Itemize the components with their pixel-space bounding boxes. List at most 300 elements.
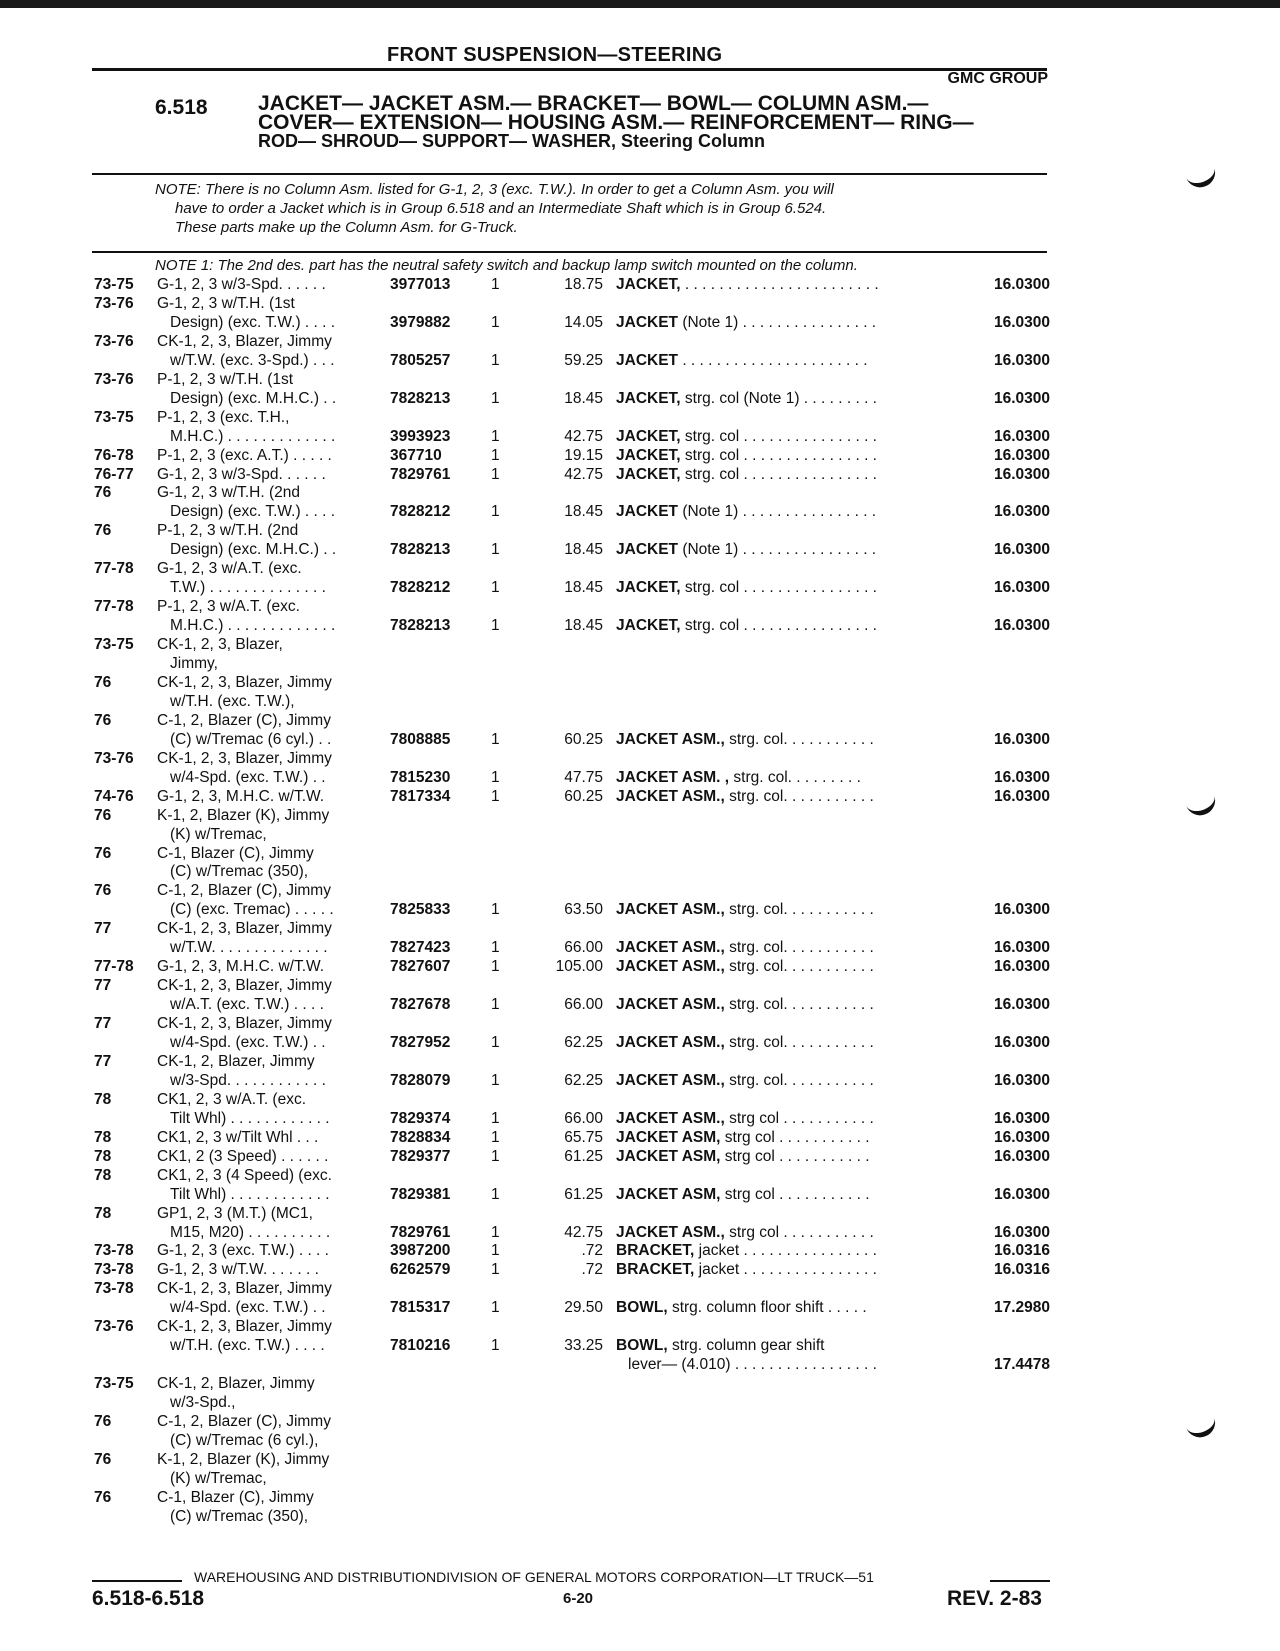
model-application: (C) w/Tremac (6 cyl.), — [170, 1431, 319, 1449]
part-number: 7805257 — [390, 351, 451, 369]
year-range: 76-77 — [94, 465, 134, 483]
part-description — [616, 957, 874, 976]
model-application: M.H.C.) . . . . . . . . . . . . . — [170, 427, 336, 445]
model-application: C-1, 2, Blazer (C), Jimmy — [157, 882, 331, 900]
quantity: 1 — [491, 958, 500, 976]
quantity: 1 — [491, 939, 500, 957]
group-number-ref: 16.0300 — [993, 427, 1050, 445]
table-row — [0, 1412, 1280, 1431]
model-application: GP1, 2, 3 (M.T.) (MC1, — [157, 1204, 313, 1222]
table-row — [0, 1204, 1280, 1223]
year-range: 76 — [94, 711, 112, 729]
list-price: 42.75 — [564, 1223, 603, 1241]
group-number-ref: 16.0300 — [993, 1185, 1050, 1203]
group-number-ref: 16.0300 — [993, 1223, 1050, 1241]
part-name: JACKET, — [616, 579, 681, 597]
table-row — [0, 957, 1280, 976]
part-description — [616, 351, 868, 370]
table-row — [0, 616, 1280, 635]
group-number-ref: 16.0300 — [993, 996, 1050, 1014]
part-detail: strg. column floor shift . . . . . — [667, 1299, 867, 1317]
quantity: 1 — [491, 1128, 500, 1146]
part-number: 7828834 — [390, 1128, 451, 1146]
table-row — [0, 1393, 1280, 1412]
table-row — [0, 1185, 1280, 1204]
part-number: 3993923 — [390, 427, 451, 445]
part-number: 7815317 — [390, 1299, 451, 1317]
table-row — [0, 1014, 1280, 1033]
model-application: w/A.T. (exc. T.W.) . . . . — [170, 996, 324, 1014]
part-detail: strg. col. . . . . . . . . . . — [724, 958, 874, 976]
part-description — [616, 1260, 877, 1279]
part-name: JACKET ASM., — [616, 787, 725, 805]
list-price: .72 — [581, 1242, 603, 1260]
part-number: 7827423 — [390, 939, 451, 957]
table-row — [0, 900, 1280, 919]
list-price: 18.45 — [564, 579, 603, 597]
part-detail: (Note 1) . . . . . . . . . . . . . . . . — [678, 541, 877, 559]
part-detail: . . . . . . . . . . . . . . . . . . . . . . . — [680, 276, 879, 293]
model-application: w/T.H. (exc. T.W.) . . . . — [170, 1337, 325, 1355]
part-name: JACKET ASM. , — [616, 768, 730, 786]
model-application: (C) w/Tremac (6 cyl.) . . — [170, 730, 332, 748]
group-number-ref: 16.0300 — [993, 939, 1050, 957]
footer-group-range: 6.518-6.518 — [92, 1587, 205, 1610]
part-name: JACKET, — [616, 427, 681, 445]
list-price: 65.75 — [564, 1128, 603, 1146]
column-asm-note — [155, 180, 1035, 237]
part-number: 7808885 — [390, 730, 451, 748]
table-row — [0, 1488, 1280, 1507]
group-title — [258, 94, 1048, 151]
quantity: 1 — [491, 768, 500, 786]
part-description — [616, 427, 877, 446]
group-number-ref: 16.0300 — [993, 1109, 1050, 1127]
part-name: JACKET ASM., — [616, 939, 725, 957]
group-number-ref: 16.0300 — [993, 1147, 1050, 1165]
table-row — [0, 1507, 1280, 1526]
year-range: 73-76 — [94, 370, 134, 388]
model-application: C-1, Blazer (C), Jimmy — [157, 844, 314, 862]
model-application: C-1, Blazer (C), Jimmy — [157, 1488, 314, 1506]
table-row — [0, 787, 1280, 806]
part-name: JACKET — [616, 541, 679, 559]
model-application: w/T.H. (exc. T.W.), — [170, 692, 295, 710]
part-detail: strg. col. . . . . . . . . . . — [724, 1034, 874, 1051]
model-application: CK1, 2 (3 Speed) . . . . . . — [157, 1147, 329, 1165]
footer-revision: REV. 2-83 — [947, 1587, 1042, 1610]
quantity: 1 — [491, 730, 500, 748]
year-range: 73-75 — [94, 1375, 134, 1393]
table-row — [0, 1298, 1280, 1317]
part-detail: (Note 1) . . . . . . . . . . . . . . . . — [678, 313, 877, 331]
quantity: 1 — [491, 1261, 500, 1279]
year-range: 77 — [94, 977, 112, 995]
model-application: CK-1, 2, 3, Blazer, Jimmy — [157, 332, 332, 350]
table-row — [0, 502, 1280, 521]
model-application: CK-1, 2, Blazer, Jimmy — [157, 1052, 315, 1070]
part-detail: (Note 1) . . . . . . . . . . . . . . . . — [678, 503, 877, 521]
part-description-continued: lever— (4.010) . . . . . . . . . . . . . . . . . — [628, 1356, 877, 1374]
model-application: CK-1, 2, 3, Blazer, — [157, 636, 283, 654]
part-name: BRACKET, — [616, 1242, 695, 1260]
year-range: 77 — [94, 1015, 112, 1033]
year-range: 78 — [94, 1147, 112, 1165]
model-application: T.W.) . . . . . . . . . . . . . . — [170, 579, 326, 597]
list-price: 66.00 — [564, 996, 603, 1014]
table-row — [0, 881, 1280, 900]
model-application: P-1, 2, 3 (exc. T.H., — [157, 408, 290, 426]
part-number: 7828213 — [390, 541, 451, 559]
table-row — [0, 1355, 1280, 1374]
list-price: 61.25 — [564, 1185, 603, 1203]
group-number-ref: 16.0300 — [993, 579, 1050, 597]
table-row — [0, 919, 1280, 938]
part-detail: strg. col . . . . . . . . . . . . . . . . — [680, 427, 877, 445]
part-detail: strg col . . . . . . . . . . . — [720, 1128, 870, 1146]
group-number-ref: 16.0300 — [993, 465, 1050, 483]
part-description — [616, 900, 874, 919]
part-detail: strg. col. . . . . . . . . — [729, 768, 861, 786]
year-range: 73-75 — [94, 408, 134, 426]
part-detail: strg. column gear shift — [667, 1337, 825, 1355]
list-price: 14.05 — [564, 313, 603, 331]
part-description — [616, 313, 876, 332]
list-price: 33.25 — [564, 1337, 603, 1355]
model-application: CK-1, 2, 3, Blazer, Jimmy — [157, 749, 332, 767]
part-name: JACKET ASM., — [616, 1109, 725, 1127]
list-price: 105.00 — [555, 958, 603, 976]
group-number-ref: 16.0300 — [993, 787, 1050, 805]
part-name: JACKET ASM, — [616, 1185, 721, 1203]
model-application: G-1, 2, 3, M.H.C. w/T.W. — [157, 958, 325, 976]
group-title-line: COVER— EXTENSION— HOUSING ASM.— REINFORCEMENT— RING— — [258, 111, 974, 134]
part-number: 7827607 — [390, 958, 451, 976]
part-number: 3977013 — [390, 276, 451, 293]
model-application: (C) w/Tremac (350), — [170, 863, 309, 881]
model-application: CK1, 2, 3 (4 Speed) (exc. — [157, 1166, 332, 1184]
model-application: w/T.W. (exc. 3-Spd.) . . . — [170, 351, 335, 369]
part-number: 6262579 — [390, 1261, 451, 1279]
model-application: Design) (exc. T.W.) . . . . — [170, 313, 336, 331]
quantity: 1 — [491, 1147, 500, 1165]
model-application: K-1, 2, Blazer (K), Jimmy — [157, 806, 330, 824]
model-application: w/4-Spd. (exc. T.W.) . . — [170, 768, 326, 786]
part-number: 3987200 — [390, 1242, 451, 1260]
table-row — [0, 294, 1280, 313]
part-description — [616, 1185, 870, 1204]
group-number-ref: 16.0300 — [993, 541, 1050, 559]
table-row — [0, 578, 1280, 597]
table-row — [0, 1109, 1280, 1128]
table-row — [0, 332, 1280, 351]
quantity: 1 — [491, 996, 500, 1014]
year-range: 77-78 — [94, 560, 134, 578]
year-range: 76 — [94, 844, 112, 862]
group-title-line: ROD— SHROUD— SUPPORT— WASHER, Steering Column — [258, 131, 766, 151]
model-application: G-1, 2, 3, M.H.C. w/T.W. — [157, 787, 325, 805]
model-application: P-1, 2, 3 w/T.H. (1st — [157, 370, 294, 388]
model-application: M15, M20) . . . . . . . . . . — [170, 1223, 331, 1241]
part-detail: strg. col. . . . . . . . . . . — [724, 901, 874, 919]
part-detail: strg. col . . . . . . . . . . . . . . . . — [680, 465, 877, 483]
list-price: 61.25 — [564, 1147, 603, 1165]
table-row — [0, 1166, 1280, 1185]
group-number: 6.518 — [155, 96, 208, 119]
header-rule — [92, 68, 1047, 71]
part-number: 7828212 — [390, 503, 451, 521]
part-detail: strg col . . . . . . . . . . . — [720, 1185, 870, 1203]
part-name: JACKET, — [616, 446, 681, 464]
note-line: NOTE: There is no Column Asm. listed for G-1, 2, 3 (exc. T.W.). In order to get a Column Asm. you will — [155, 181, 834, 198]
footer-publisher-line: WAREHOUSING AND DISTRIBUTIONDIVISION OF GENERAL MOTORS CORPORATION—LT TRUCK—51 — [194, 1569, 874, 1585]
list-price: 29.50 — [564, 1299, 603, 1317]
model-application: CK-1, 2, Blazer, Jimmy — [157, 1375, 315, 1393]
quantity: 1 — [491, 313, 500, 331]
year-range: 73-76 — [94, 749, 134, 767]
model-application: (K) w/Tremac, — [170, 825, 267, 843]
quantity: 1 — [491, 351, 500, 369]
quantity: 1 — [491, 579, 500, 597]
year-range: 76 — [94, 673, 112, 691]
table-row — [0, 673, 1280, 692]
table-row — [0, 483, 1280, 502]
year-range: 78 — [94, 1128, 112, 1146]
part-description — [616, 1223, 874, 1242]
quantity: 1 — [491, 901, 500, 919]
part-detail: jacket . . . . . . . . . . . . . . . . — [694, 1242, 877, 1260]
year-range: 76 — [94, 1488, 112, 1506]
part-detail: strg col . . . . . . . . . . . — [720, 1147, 870, 1165]
table-row — [0, 692, 1280, 711]
part-name: BOWL, — [616, 1337, 668, 1355]
year-range: 76 — [94, 484, 112, 502]
quantity: 1 — [491, 617, 500, 635]
model-application: K-1, 2, Blazer (K), Jimmy — [157, 1450, 330, 1468]
table-row — [0, 1128, 1280, 1147]
part-name: JACKET, — [616, 465, 681, 483]
part-name: JACKET — [616, 351, 679, 369]
part-detail: . . . . . . . . . . . . . . . . . . . . . . — [678, 351, 868, 369]
part-number: 7828213 — [390, 389, 451, 407]
group-number-ref: 16.0300 — [993, 389, 1050, 407]
part-description — [616, 578, 877, 597]
footer-page-number: 6-20 — [563, 1590, 594, 1607]
part-number: 7810216 — [390, 1337, 451, 1355]
part-number: 7827678 — [390, 996, 451, 1014]
part-detail: strg col . . . . . . . . . . . — [724, 1223, 874, 1241]
model-application: P-1, 2, 3 (exc. A.T.) . . . . . — [157, 446, 332, 464]
part-detail: strg. col . . . . . . . . . . . . . . . . — [680, 446, 877, 464]
table-row — [0, 370, 1280, 389]
year-range: 74-76 — [94, 787, 134, 805]
part-number: 7829761 — [390, 465, 451, 483]
part-detail: strg. col (Note 1) . . . . . . . . . — [680, 389, 877, 407]
model-application: M.H.C.) . . . . . . . . . . . . . — [170, 617, 336, 635]
table-row — [0, 1033, 1280, 1052]
year-range: 76 — [94, 522, 112, 540]
table-row — [0, 1431, 1280, 1450]
group-number-ref: 16.0300 — [993, 446, 1050, 464]
model-application: CK-1, 2, 3, Blazer, Jimmy — [157, 1280, 332, 1298]
model-application: (K) w/Tremac, — [170, 1469, 267, 1487]
part-name: JACKET ASM., — [616, 730, 725, 748]
section-title: FRONT SUSPENSION—STEERING — [387, 44, 723, 66]
quantity: 1 — [491, 1071, 500, 1089]
model-application: C-1, 2, Blazer (C), Jimmy — [157, 1413, 331, 1430]
table-row — [0, 806, 1280, 825]
list-price: 60.25 — [564, 730, 603, 748]
table-row — [0, 465, 1280, 484]
table-row — [0, 844, 1280, 863]
part-description — [616, 616, 877, 635]
table-row — [0, 427, 1280, 446]
model-application: w/T.W. . . . . . . . . . . . . . — [170, 939, 328, 957]
table-row — [0, 1071, 1280, 1090]
part-description — [616, 1336, 824, 1355]
part-number: 7815230 — [390, 768, 451, 786]
year-range: 77 — [94, 1052, 112, 1070]
group-number-ref: 16.0300 — [993, 1128, 1050, 1146]
list-price: 59.25 — [564, 351, 603, 369]
part-description — [616, 938, 874, 957]
model-application: CK-1, 2, 3, Blazer, Jimmy — [157, 1015, 332, 1033]
binder-hole-mark — [1185, 163, 1220, 191]
table-row — [0, 275, 1280, 294]
footer-rule-right — [990, 1580, 1050, 1582]
part-description — [616, 768, 861, 787]
part-detail: strg. col. . . . . . . . . . . — [724, 1071, 874, 1089]
part-detail: strg. col. . . . . . . . . . . — [724, 730, 874, 748]
table-row — [0, 446, 1280, 465]
model-application: w/3-Spd., — [170, 1394, 236, 1412]
part-name: BOWL, — [616, 1299, 668, 1317]
list-price: 19.15 — [564, 446, 603, 464]
table-row — [0, 1317, 1280, 1336]
year-range: 78 — [94, 1204, 112, 1222]
table-row — [0, 938, 1280, 957]
year-range: 76 — [94, 1450, 112, 1468]
table-row — [0, 1052, 1280, 1071]
model-application: C-1, 2, Blazer (C), Jimmy — [157, 711, 331, 729]
part-name: JACKET, — [616, 276, 681, 293]
year-range: 76 — [94, 806, 112, 824]
year-range: 78 — [94, 1090, 112, 1108]
table-row — [0, 976, 1280, 995]
part-detail: strg col . . . . . . . . . . . — [724, 1109, 874, 1127]
group-number-ref: 16.0316 — [993, 1261, 1050, 1279]
note-1: NOTE 1: The 2nd des. part has the neutral safety switch and backup lamp switch mounted on the column. — [155, 257, 858, 274]
part-number: 7817334 — [390, 787, 451, 805]
list-price: 18.45 — [564, 503, 603, 521]
model-application: G-1, 2, 3 w/T.H. (1st — [157, 294, 295, 312]
part-description — [616, 446, 877, 465]
quantity: 1 — [491, 503, 500, 521]
table-row — [0, 1374, 1280, 1393]
part-name: JACKET ASM., — [616, 1223, 725, 1241]
part-description — [616, 730, 874, 749]
part-name: JACKET ASM., — [616, 1071, 725, 1089]
quantity: 1 — [491, 276, 500, 293]
note-top-rule — [92, 173, 1047, 175]
model-application: G-1, 2, 3 w/T.H. (2nd — [157, 484, 300, 502]
list-price: 42.75 — [564, 465, 603, 483]
list-price: 60.25 — [564, 787, 603, 805]
part-number: 367710 — [390, 446, 442, 464]
part-detail: strg. col . . . . . . . . . . . . . . . . — [680, 617, 877, 635]
quantity: 1 — [491, 1185, 500, 1203]
list-price: 18.45 — [564, 617, 603, 635]
group-number-ref: 16.0300 — [993, 617, 1050, 635]
part-detail: strg. col. . . . . . . . . . . — [724, 787, 874, 805]
part-name: JACKET ASM., — [616, 996, 725, 1014]
part-number: 7828212 — [390, 579, 451, 597]
part-number: 7829377 — [390, 1147, 451, 1165]
table-row — [0, 768, 1280, 787]
group-number-ref: 16.0300 — [993, 1034, 1050, 1051]
part-description — [616, 1109, 874, 1128]
model-application: CK-1, 2, 3, Blazer, Jimmy — [157, 673, 332, 691]
table-row — [0, 995, 1280, 1014]
year-range: 73-78 — [94, 1261, 134, 1279]
group-number-ref: 17.2980 — [993, 1299, 1050, 1317]
year-range: 73-75 — [94, 276, 134, 293]
model-application: w/4-Spd. (exc. T.W.) . . — [170, 1299, 326, 1317]
group-number-ref: 16.0316 — [993, 1242, 1050, 1260]
model-application: G-1, 2, 3 (exc. T.W.) . . . . — [157, 1242, 329, 1260]
table-row — [0, 730, 1280, 749]
quantity: 1 — [491, 389, 500, 407]
group-number-ref: 16.0300 — [993, 958, 1050, 976]
group-number-ref: 16.0300 — [993, 901, 1050, 919]
table-row — [0, 559, 1280, 578]
part-detail: strg. col . . . . . . . . . . . . . . . . — [680, 579, 877, 597]
list-price: 18.75 — [564, 276, 603, 293]
part-description — [616, 1298, 867, 1317]
model-application: w/4-Spd. (exc. T.W.) . . — [170, 1034, 326, 1051]
year-range: 73-76 — [94, 332, 134, 350]
table-row — [0, 635, 1280, 654]
group-number-ref: 16.0300 — [993, 276, 1050, 293]
table-row — [0, 749, 1280, 768]
year-range: 76 — [94, 1413, 112, 1430]
model-application: (C) w/Tremac (350), — [170, 1507, 309, 1525]
part-description — [616, 787, 874, 806]
part-name: JACKET ASM., — [616, 1034, 725, 1051]
list-price: 62.25 — [564, 1071, 603, 1089]
model-application: CK-1, 2, 3, Blazer, Jimmy — [157, 1318, 332, 1336]
group-number-ref: 16.0300 — [993, 351, 1050, 369]
table-row — [0, 351, 1280, 370]
model-application: Jimmy, — [170, 655, 218, 672]
part-number: 3979882 — [390, 313, 451, 331]
quantity: 1 — [491, 1337, 500, 1355]
group-number-ref: 16.0300 — [993, 503, 1050, 521]
quantity: 1 — [491, 446, 500, 464]
table-row — [0, 1241, 1280, 1260]
note-bottom-rule — [92, 251, 1047, 253]
part-description — [616, 1033, 874, 1052]
table-row — [0, 1223, 1280, 1242]
part-description — [616, 1071, 874, 1090]
year-range: 76 — [94, 882, 112, 900]
list-price: 66.00 — [564, 1109, 603, 1127]
quantity: 1 — [491, 1109, 500, 1127]
list-price: 66.00 — [564, 939, 603, 957]
model-application: CK-1, 2, 3, Blazer, Jimmy — [157, 920, 332, 938]
table-row — [0, 1147, 1280, 1166]
part-name: JACKET ASM, — [616, 1147, 721, 1165]
